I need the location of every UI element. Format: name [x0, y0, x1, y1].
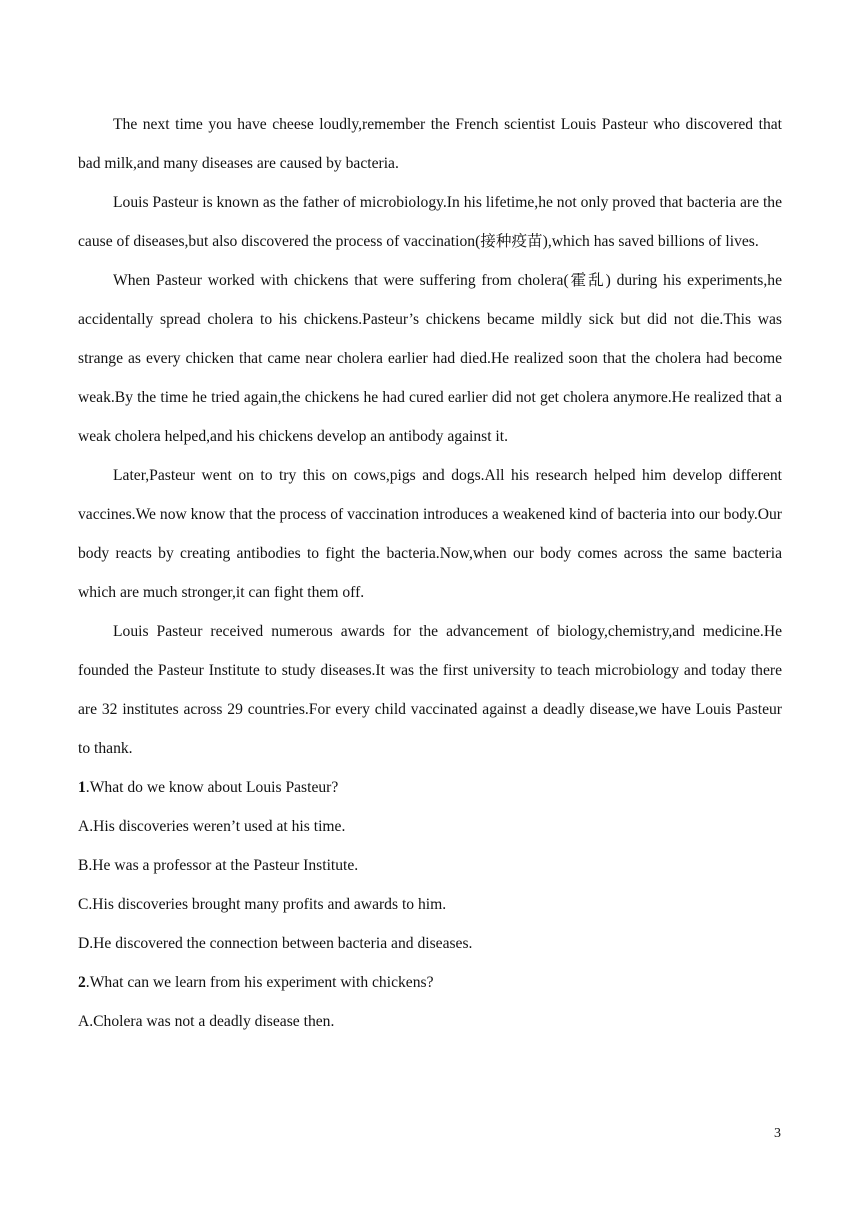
- question-2-stem: [78, 963, 782, 1002]
- passage-paragraph-4: Later,Pasteur went on to try this on cows,pigs and dogs.All his research helped him develop different vaccines.We now know that the process of vaccination introduces a weakened kind of bacteria into our body.Our body reacts by creating antibodies to fight the bacteria.Now,when our body comes across the same bacteria which are much stronger,it can fight them off.: [78, 467, 782, 601]
- question-1-option-b: B.He was a professor at the Pasteur Institute.: [78, 857, 359, 874]
- document-page: [78, 105, 782, 1041]
- question-2-option-a: A.Cholera was not a deadly disease then.: [78, 1013, 335, 1030]
- question-1-option-d: D.He discovered the connection between bacteria and diseases.: [78, 935, 473, 952]
- passage-paragraph-1: The next time you have cheese loudly,remember the French scientist Louis Pasteur who discovered that bad milk,and many diseases are caused by bacteria.: [78, 116, 782, 172]
- reading-passage: [78, 105, 782, 768]
- question-1-option-a: A.His discoveries weren’t used at his time.: [78, 818, 346, 835]
- page-number: 3: [774, 1126, 781, 1141]
- question-2-number: 2: [78, 974, 86, 991]
- passage-paragraph-3: When Pasteur worked with chickens that were suffering from cholera(霍乱) during his experiments,he accidentally spread cholera to his chickens.Pasteur’s chickens became mildly sick but did not die.This was strange as every chicken that came near cholera earlier had died.He realized soon that the cholera had become weak.By the time he tried again,the chickens he had cured earlier did not get cholera anymore.He realized that a weak cholera helped,and his chickens develop an antibody against it.: [78, 272, 782, 445]
- question-1: [78, 768, 782, 963]
- question-1-option-c: C.His discoveries brought many profits and awards to him.: [78, 896, 447, 913]
- passage-paragraph-2: Louis Pasteur is known as the father of microbiology.In his lifetime,he not only proved that bacteria are the cause of diseases,but also discovered the process of vaccination(接种疫苗),which has saved billions of lives.: [78, 194, 782, 250]
- question-1-stem: [78, 768, 782, 807]
- passage-paragraph-5: Louis Pasteur received numerous awards for the advancement of biology,chemistry,and medicine.He founded the Pasteur Institute to study diseases.It was the first university to teach microbiology and today there are 32 institutes across 29 countries.For every child vaccinated against a deadly disease,we have Louis Pasteur to thank.: [78, 623, 782, 757]
- question-2: [78, 963, 782, 1041]
- question-1-text: .What do we know about Louis Pasteur?: [85, 779, 339, 796]
- question-1-number: 1: [78, 779, 86, 796]
- question-2-text: .What can we learn from his experiment with chickens?: [85, 974, 434, 991]
